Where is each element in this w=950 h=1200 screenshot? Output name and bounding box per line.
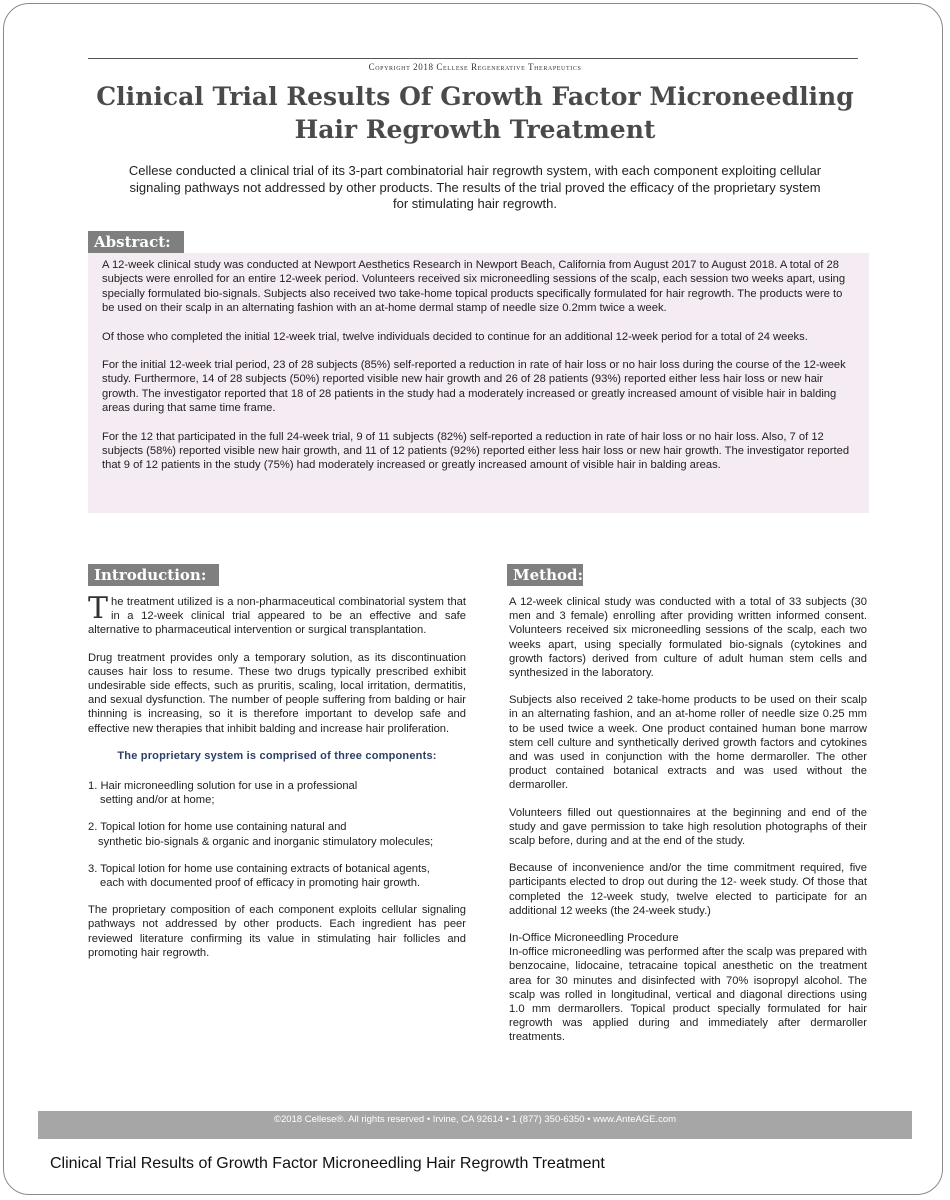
components-heading: The proprietary system is comprised of three components: <box>117 749 437 762</box>
list-item-line: each with documented proof of efficacy in promoting hair growth. <box>100 877 421 890</box>
introduction-paragraph <box>88 591 466 638</box>
procedure-paragraph: In-office microneedling was performed after the scalp was prepared with benzocaine, lidocaine, tetracaine topical anesthetic on the treatment area for 30 minutes and disinfected with 70% isopropyl alcohol. The scalp was rolled in longitudinal, vertical and diagonal directions using 1.0 mm dermarollers. Topical product specially formulated for hair regrowth was applied during and immediately after dermaroller treatments. <box>509 946 867 1044</box>
method-heading: Method: <box>507 564 583 586</box>
method-paragraph: Volunteers filled out questionnaires at the beginning and end of the study and gave permission to take high resolution photographs of their scalp before, during and at the end of the study. <box>509 806 867 848</box>
component-list-item <box>88 779 466 807</box>
title-line-1: Clinical Trial Results Of Growth Factor Microneedling <box>96 82 854 111</box>
introduction-text: he treatment utilized is a non-pharmaceutical combinatorial system that in a 12-week clinical trial appeared to be an effective and safe alternative to pharmaceutical intervention or surgical transplantation. <box>88 596 466 637</box>
introduction-paragraph: Drug treatment provides only a temporary solution, as its discontinuation causes hair loss to resume. These two drugs typically prescribed exhibit undesirable side effects, such as pruritis, scaling, local irritation, dermatitis, and sexual dysfunction. The number of people suffering from balding or hair thinning is increasing, so it is therefore important to develop safe and effective new therapies that inhibit balding and increase hair proliferation. <box>88 651 466 735</box>
abstract-heading: Abstract: <box>88 231 184 253</box>
list-item-line: 2. Topical lotion for home use containing natural and <box>88 821 347 834</box>
method-paragraph: Subjects also received 2 take-home products to be used on their scalp in an alternating fashion, and an at-home roller of needle size 0.25 mm to be used twice a week. One product contained human bone marrow stem cell culture and synthetically derived growth factors and cytokines and was used in conjunction with the home dermaroller. The other product contained botanical extracts and was used without the dermaroller. <box>509 694 867 792</box>
footer-bar: ©2018 Cellese®. All rights reserved • Irvine, CA 92614 • 1 (877) 350-6350 • www.AnteAGE.com <box>38 1111 912 1139</box>
component-list-item <box>88 862 466 890</box>
abstract-paragraph: For the 12 that participated in the full 24-week trial, 9 of 11 subjects (82%) self-reported a reduction in rate of hair loss or no hair loss. Also, 7 of 12 subjects (58%) reported visible new hair growth, and 11 of 12 patients (92%) reported either less hair loss or new hair growth. The investigator reported that 9 of 12 patients in the study (75%) had moderately increased or greatly increased amount of visible hair in balding areas. <box>102 430 850 472</box>
list-item-line: synthetic bio-signals & organic and inorganic stimulatory molecules; <box>98 835 434 848</box>
header-rule <box>88 58 858 59</box>
title-line-2: Hair Regrowth Treatment <box>294 115 656 144</box>
method-paragraph: A 12-week clinical study was conducted with a total of 33 subjects (30 men and 3 female) enrolling after providing written informed consent. Volunteers received six microneedling sessions of the scalp, each two weeks apart, using specially formulated bio-signals (cytokines and growth factors) derived from culture of adult human stem cells and synthesized in the laboratory. <box>509 596 867 680</box>
method-column <box>509 595 867 1058</box>
lead-paragraph: Cellese conducted a clinical trial of its 3-part combinatorial hair regrowth system, with each component exploiting cellular signaling pathways not addressed by other products. The results of the trial proved the efficacy of the proprietary system for stimulating hair regrowth. <box>128 163 822 211</box>
component-list-item <box>88 820 466 848</box>
list-item-line: 1. Hair microneedling solution for use in a professional <box>88 780 358 793</box>
abstract-paragraph: A 12-week clinical study was conducted at Newport Aesthetics Research in Newport Beach, California from August 2017 to August 2018. A total of 28 subjects were enrolled for an entire 12-week period. Volunteers received six microneedling sessions of the scalp, each session two weeks apart, using specially formulated bio-signals. Subjects also received two take-home topical products specifically formulated for hair regrowth. The products were to be used on their scalp in an alternating fashion with an at-home dermal stamp of needle size 0.2mm twice a week. <box>102 259 846 315</box>
abstract-box <box>88 253 869 513</box>
copyright-line: Copyright 2018 Cellese Regenerative Therapeutics <box>368 62 582 72</box>
abstract-paragraph: For the initial 12-week trial period, 23 of 28 subjects (85%) self-reported a reduction in rate of hair loss or no hair loss during the course of the 12-week study. Furthermore, 14 of 28 subjects (50%) reported visible new hair growth and 26 of 28 patients (93%) reported either less hair loss or new hair growth. The investigator reported that 18 of 28 patients in the study had a moderately increased or greatly increased amount of visible hair in balding areas during that same time frame. <box>102 359 846 415</box>
method-paragraph: Because of inconvenience and/or the time commitment required, five participants elected to drop out during the 12- week study. Of those that completed the 12-week study, twelve elected to participate for an additional 12 weeks (the 24-week study.) <box>509 862 867 917</box>
list-item-line: 3. Topical lotion for home use containing extracts of botanical agents, <box>88 862 430 875</box>
introduction-column <box>88 591 466 973</box>
procedure-subheading: In-Office Microneedling Procedure <box>509 932 679 945</box>
document-caption: Clinical Trial Results of Growth Factor Microneedling Hair Regrowth Treatment <box>50 1155 605 1172</box>
introduction-heading: Introduction: <box>88 564 219 586</box>
list-item-line: setting and/or at home; <box>100 794 215 807</box>
abstract-paragraph: Of those who completed the initial 12-week trial, twelve individuals decided to continue for an additional 12-week period for a total of 24 weeks. <box>102 330 808 343</box>
introduction-paragraph: The proprietary composition of each component exploits cellular signaling pathways not addressed by other products. Each ingredient has peer reviewed literature confirming its value in stimulating hair follicles and promoting hair regrowth. <box>88 904 466 959</box>
drop-cap: T <box>88 591 109 626</box>
page-title <box>60 80 890 146</box>
